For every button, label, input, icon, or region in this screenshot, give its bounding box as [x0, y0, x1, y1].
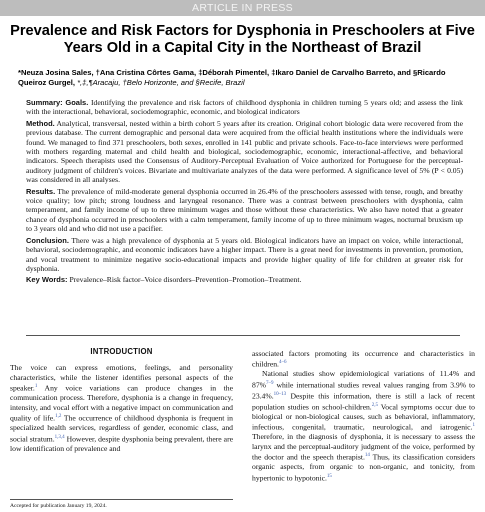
citation[interactable]: 1: [34, 384, 38, 390]
intro-sentence: However, despite dysphonia being prevalent, there are low identification of prevalence and: [10, 434, 233, 453]
abstract-conclusion: [26, 236, 463, 274]
goals-label: Goals.: [65, 98, 89, 107]
citation[interactable]: 4–6: [278, 360, 287, 366]
citation[interactable]: 1,3,4: [54, 434, 65, 440]
left-column: [10, 347, 233, 453]
intro-sentence: Any voice variations can produce changes in the communication process. Therefore, dysphonia is a change in frequency, intensity, and vocal effort with a negative impact on communication and quality of life.: [10, 383, 233, 423]
acceptance-footnote: Accepted for publication January 19, 2024.: [10, 499, 233, 510]
citation[interactable]: 7–9: [266, 380, 274, 386]
method-label: Method.: [26, 118, 55, 128]
article-title: Prevalence and Risk Factors for Dysphonia in Preschoolers at Five Years Old in a Capital City in the Northeast of Brazil: [10, 23, 475, 56]
citation[interactable]: 15: [326, 473, 332, 479]
goals-text: Identifying the prevalence and risk factors of childhood dysphonia in children turning 5 years old; and assess the link with the interactional, behavioral, sociodemographic, economic, and biological indicators: [26, 98, 463, 117]
intro-paragraph-1: [10, 363, 233, 453]
abstract: [26, 98, 463, 287]
keywords-text: Prevalence–Risk factor–Voice disorders–Prevention–Promotion–Treatment.: [69, 275, 302, 285]
citation[interactable]: 1,2: [55, 414, 62, 420]
intro-sentence: Thus, its classification considers organic aspects, from organic to non-organic, and tonicity, from hypertonic to hypotonic.: [252, 452, 475, 483]
author-list: [18, 68, 470, 89]
keywords-label: Key Words:: [26, 275, 68, 285]
article-in-press-banner: ARTICLE IN PRESS: [0, 0, 485, 16]
intro-sentence: The occurrence of childhood dysphonia is frequent in specialized health services, regardless of gender, economic class, and social stratum.: [10, 413, 233, 444]
introduction-heading: INTRODUCTION: [90, 347, 153, 356]
intro-sentence: Vocal symptoms occur due to biological or non-biological causes, such as behavioral, inflammatory, infectious, congenital, traumatic, neurological, and iatrogenic.: [252, 402, 475, 432]
intro-sentence: National studies show epidemiological variations of 11.4% and 87%: [252, 369, 475, 390]
intro-sentence: while international studies reveal values ranging from 3.9% to 23.4%.: [252, 380, 475, 401]
abstract-divider: [26, 335, 460, 336]
right-column: [252, 349, 475, 483]
intro-sentence: associated factors promoting its occurrence and characteristics in children.: [252, 349, 475, 369]
citation[interactable]: 10–13: [273, 391, 287, 397]
abstract-goals: [26, 98, 463, 117]
summary-label: Summary:: [26, 98, 63, 107]
intro-paragraph-2: [252, 369, 475, 482]
results-text: The prevalence of mild-moderate general dysphonia occurred in 26.4% of the preschoolers assessed with tense, rough, and breathy voice quality; low pitch; strong loudness and laryngeal resonance. There was a contrast between preschoolers with dysphonia, calm temperament, and family income of up to three minimum wages and those without these characteristics. We also have noted that a greater chance of dysphonia occurred in preschoolers with a calm temperament, family income of up to three minimum wages, nocturnal bruxism up to 3 years old and who did not use a pacifier.: [26, 186, 463, 234]
intro-sentence: Therefore, in the diagnosis of dysphonia, it is necessary to assess the larynx and the perceptual-auditory judgment of the voice, performed by the doctor and the speech therapist.: [252, 432, 475, 462]
intro-sentence: Despite this information, there is still a lack of recent population studies on school-children.: [252, 391, 475, 412]
intro-sentence: The voice can express emotions, feelings, and personality characteristics, while the listener identifies personal aspects of the speaker.: [10, 363, 233, 393]
conclusion-text: There was a high prevalence of dysphonia at 5 years old. Biological indicators have an impact on voice, while interactional, behavioral, sociodemographic, and economic indicators have a higher impact. There is a great need for investments in prevention, promotion, and vocal treatment to minimize negative socio-educational impacts and provide higher quality of life for children at greater risk for dysphonia.: [26, 235, 463, 273]
intro-paragraph-1-continued: [252, 349, 475, 369]
author-affiliations: *,‡,¶Aracaju, †Belo Horizonte, and §Recife, Brazil: [77, 78, 245, 88]
citation[interactable]: 1: [472, 423, 475, 429]
citation[interactable]: 2,5: [371, 402, 378, 408]
author-names: *Neuza Josina Sales, †Ana Cristina Côrtes Gama, ‡Déborah Pimentel, ‡Ikaro Daniel de Carvalho Barreto, and §Ricardo Queiroz Gurgel,: [18, 68, 446, 88]
abstract-method: [26, 119, 463, 185]
conclusion-label: Conclusion.: [26, 235, 69, 245]
method-text: Analytical, transversal, nested within a birth cohort 5 years after its creation. Original cohort biologic data were recovered from the previous database. The current demographic and personal data were acquired from the official health institutions where the individuals were found. We managed to find 371 preschoolers, both sexes, enrolled in 141 public and private schools. Face-to-face interviews were performed with mothers regarding maternal and child health and biological, sociodemographic, economic, interactional-affective, and behavioral indicators. Speech therapists used the Consensus of Auditory-Perceptual Evaluation of Voice authorized for Portuguese for the perceptual-auditory judgment of children's voices. Bivariate and multivariate analyzes of the data were performed. A significance level of 5% (P < 0.05) was considered in all analyses.: [26, 118, 463, 185]
citation[interactable]: 14: [364, 453, 370, 459]
abstract-results: [26, 187, 463, 234]
results-label: Results.: [26, 186, 56, 196]
abstract-keywords: [26, 275, 463, 284]
